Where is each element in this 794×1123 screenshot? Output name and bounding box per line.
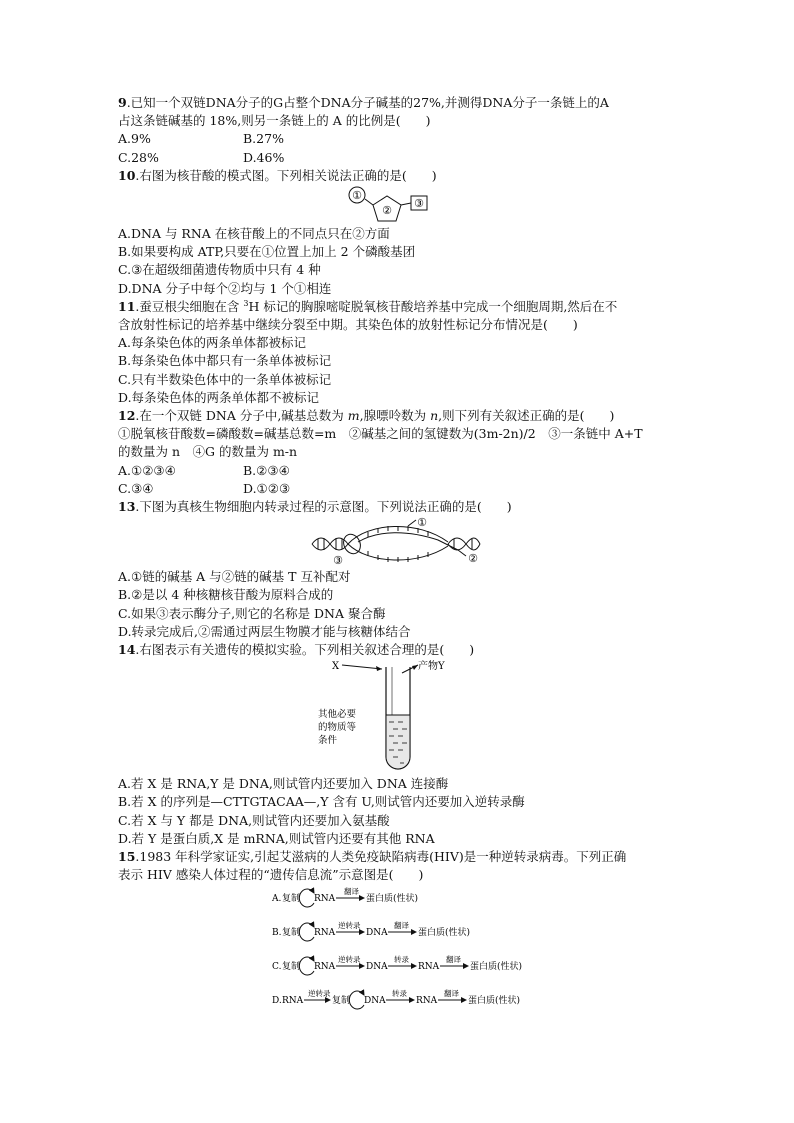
fig-label-1: ① <box>352 189 362 203</box>
question-13 <box>118 498 678 641</box>
reverse-transcription-label: 逆转录 <box>338 920 361 930</box>
protein-node: 蛋白质(性状) <box>468 995 521 1006</box>
variable-m: m <box>347 408 360 424</box>
fig-label-1: ① <box>417 516 427 530</box>
option-b: B.②是以 4 种核糖核苷酸为原料合成的 <box>118 587 334 603</box>
option-a: A.①②③④ <box>118 462 176 478</box>
question-stem: .已知一个双链DNA分子的G占整个DNA分子碱基的27%,并测得DNA分子一条链上的A <box>126 95 609 110</box>
replication-loop <box>299 889 314 907</box>
option-c: C.若 X 与 Y 都是 DNA,则试管内还要加入氨基酸 <box>118 812 390 828</box>
protein-node: 蛋白质(性状) <box>470 961 523 972</box>
question-12 <box>118 407 678 498</box>
statement-line: 的数量为 n ④G 的数量为 m-n <box>118 444 298 460</box>
tube-liquid <box>387 715 410 768</box>
diagram-option-b <box>272 920 470 941</box>
bond-line <box>365 199 373 205</box>
option-d: D.①②③ <box>243 480 291 496</box>
replication-loop <box>299 957 314 975</box>
option-c: C.只有半数染色体中的一条单体被标记 <box>118 371 332 387</box>
diagram-option-c <box>272 954 522 975</box>
translate-label: 翻译 <box>394 920 409 930</box>
variable-n: n <box>430 408 439 424</box>
option-c: C.③④ <box>118 480 154 496</box>
question-stem-cont: 占这条链碱基的 18%,则另一条链上的 A 的比例是( ) <box>118 113 431 129</box>
leader-line <box>458 550 466 556</box>
option-b: B.②③④ <box>243 462 290 478</box>
question-stem-cont: 含放射性标记的培养基中继续分裂至中期。其染色体的放射性标记分布情况是( ) <box>118 317 578 333</box>
option-d: D.每条染色体的两条单体都不被标记 <box>118 389 320 405</box>
transcribe-label: 转录 <box>392 988 407 998</box>
option-b: B.每条染色体中都只有一条单体被标记 <box>118 353 332 369</box>
fig-label-3: ③ <box>333 554 343 568</box>
question-number: 15 <box>118 849 136 865</box>
question-stem: .1983 年科学家证实,引起艾滋病的人类免疫缺陷病毒(HIV)是一种逆转录病毒。下列正确 <box>135 849 627 865</box>
translate-label: 翻译 <box>344 886 359 896</box>
transcription-figure <box>308 516 488 568</box>
option-d: D.46% <box>243 149 285 165</box>
option-d: D.若 Y 是蛋白质,X 是 mRNA,则试管内还要有其他 RNA <box>118 830 435 846</box>
question-stem: .下图为真核生物细胞内转录过程的示意图。下列说法正确的是( ) <box>135 499 512 515</box>
question-9 <box>118 94 678 167</box>
fig-note-line-2: 的物质等 <box>318 722 357 734</box>
option-d: D.转录完成后,②需通过两层生物膜才能与核糖体结合 <box>118 623 411 639</box>
question-number: 14 <box>118 642 136 658</box>
question-stem: ,腺嘌呤数为 <box>359 408 431 424</box>
option-b: B.若 X 的序列是—CTTGTACAA—,Y 含有 U,则试管内还要加入逆转录酶 <box>118 794 525 810</box>
question-stem-cont: 表示 HIV 感染人体过程的“遗传信息流”示意图是( ) <box>118 867 424 883</box>
rna-node: RNA <box>314 893 336 904</box>
option-a: A.9% <box>118 131 151 147</box>
input-arrow <box>342 665 382 669</box>
test-tube-figure <box>298 659 498 775</box>
fig-y-label: 产物Y <box>418 661 445 673</box>
option-a: A.DNA 与 RNA 在核苷酸上的不同点只在②方面 <box>118 226 390 242</box>
protein-node: 蛋白质(性状) <box>418 927 471 938</box>
diagram-option-d <box>272 988 520 1009</box>
isotope-superscript: 3 <box>243 298 249 308</box>
option-c: C.如果③表示酶分子,则它的名称是 DNA 聚合酶 <box>118 605 386 621</box>
question-stem: .在一个双链 DNA 分子中,碱基总数为 <box>135 408 348 424</box>
option-d: D.DNA 分子中每个②均与 1 个①相连 <box>118 280 332 296</box>
copy-label: 复制 <box>282 927 301 938</box>
question-stem: H 标记的胸腺嘧啶脱氧核苷酸培养基中完成一个细胞周期,然后在不 <box>248 298 618 314</box>
bond-line <box>401 203 411 205</box>
protein-node: 蛋白质(性状) <box>366 893 419 904</box>
reverse-transcription-label: 逆转录 <box>338 954 361 964</box>
fig-x-label: X <box>332 661 340 673</box>
question-number: 12 <box>118 408 136 424</box>
question-number: 9 <box>118 95 127 110</box>
rna-strand <box>358 533 458 550</box>
question-10 <box>118 167 678 298</box>
dna-strand-lower <box>312 538 348 550</box>
rna-node: RNA <box>418 961 440 972</box>
dna-node: DNA <box>366 927 388 938</box>
statement-line: ①脱氧核苷酸数=磷酸数=碱基总数=m ②碱基之间的氢键数为(3m-2n)/2 ③一条链中 A+T <box>118 426 643 442</box>
question-sheet <box>118 94 678 1015</box>
option-b: B.27% <box>243 131 284 147</box>
option-letter: B. <box>272 927 282 938</box>
option-c: C.28% <box>118 149 159 165</box>
question-stem: ,则下列有关叙述正确的是( ) <box>438 408 615 424</box>
diagram-option-a <box>271 887 418 907</box>
rna-node: RNA <box>416 995 438 1006</box>
fig-label-3: ③ <box>414 197 424 211</box>
replication-loop <box>349 991 364 1009</box>
leader-line <box>408 520 416 526</box>
question-number: 13 <box>118 499 136 515</box>
fig-label-2: ② <box>382 204 392 218</box>
question-stem: .蚕豆根尖细胞在含 <box>135 298 244 314</box>
question-stem: .右图表示有关遗传的模拟实验。下列相关叙述合理的是( ) <box>135 642 475 658</box>
copy-label: 复制 <box>282 961 301 972</box>
translate-label: 翻译 <box>444 988 459 998</box>
question-stem: .右图为核苷酸的模式图。下列相关说法正确的是( ) <box>135 167 437 183</box>
question-14 <box>118 641 678 848</box>
translate-label: 翻译 <box>446 954 461 964</box>
fig-label-2: ② <box>468 552 478 566</box>
option-a: A.①链的碱基 A 与②链的碱基 T 互补配对 <box>118 569 351 585</box>
question-number: 10 <box>118 167 136 183</box>
transcribe-label: 转录 <box>394 954 409 964</box>
nucleotide-figure <box>343 185 453 225</box>
dna-node: DNA <box>366 961 388 972</box>
fig-note-line-1: 其他必要 <box>318 709 357 721</box>
option-b: B.如果要构成 ATP,只要在①位置上加上 2 个磷酸基团 <box>118 244 416 260</box>
rna-node: RNA <box>314 927 336 938</box>
option-a: A.若 X 是 RNA,Y 是 DNA,则试管内还要加入 DNA 连接酶 <box>118 776 449 792</box>
question-number: 11 <box>118 298 136 314</box>
reverse-transcription-label: 逆转录 <box>308 988 331 998</box>
hiv-flow-diagrams <box>268 885 568 1015</box>
rna-node: RNA <box>314 961 336 972</box>
rna-node: RNA <box>282 995 304 1006</box>
option-letter: A. <box>272 893 282 904</box>
question-11 <box>118 298 678 407</box>
copy-label: 复制 <box>332 995 351 1006</box>
question-15 <box>118 848 678 1014</box>
base-ticks <box>368 526 428 562</box>
dna-node: DNA <box>364 995 386 1006</box>
copy-label: 复制 <box>282 893 301 904</box>
option-c: C.③在超级细菌遗传物质中只有 4 种 <box>118 262 321 278</box>
fig-note-line-3: 条件 <box>318 735 338 747</box>
option-letter: C. <box>272 961 282 972</box>
option-letter: D. <box>272 995 282 1006</box>
option-a: A.每条染色体的两条单体都被标记 <box>118 335 307 351</box>
replication-loop <box>299 923 314 941</box>
